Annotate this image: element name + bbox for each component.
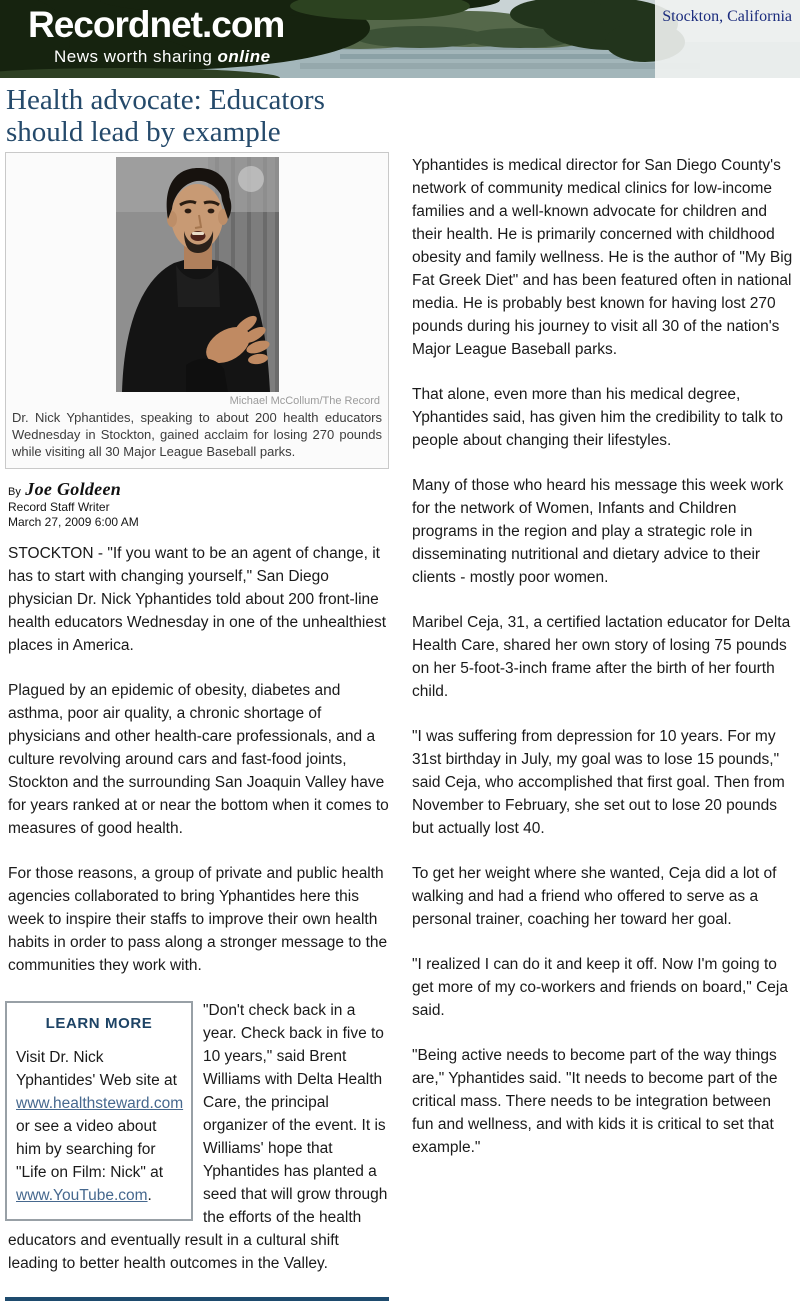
photo-credit: Michael McCollum/The Record bbox=[229, 395, 380, 407]
learn-more-text: or see a video about him by searching for "Life on Film: Nick" at bbox=[16, 1118, 164, 1181]
learn-more-body bbox=[16, 1046, 182, 1207]
paragraph: Yphantides is medical director for San Diego County's network of community medical clinics for low-income families and a well-known advocate for children and their health. He is primarily concerned with childhood obesity and family wellness. He is the author of "My Big Fat Greek Diet" and has been featured often in national media. He is probably best known for having lost 270 pounds during his journey to visit all 30 of the nation's Major League Baseball parks. bbox=[412, 157, 793, 358]
site-banner bbox=[0, 0, 800, 78]
left-column bbox=[8, 152, 392, 1301]
byline bbox=[8, 479, 392, 530]
byline-date: March 27, 2009 6:00 AM bbox=[8, 515, 139, 529]
photo-caption: Dr. Nick Yphantides, speaking to about 200 health educators Wednesday in Stockton, gained acclaim for losing 270 pounds while visiting all 30 Major League Baseball parks. bbox=[12, 410, 382, 459]
footer-divider bbox=[5, 1297, 389, 1301]
paragraph: "I realized I can do it and keep it off. Now I'm going to get more of my co-workers and friends on board," Ceja said. bbox=[412, 956, 788, 1019]
byline-role: Record Staff Writer bbox=[8, 500, 110, 514]
byline-author: Joe Goldeen bbox=[25, 479, 122, 499]
paragraph: "Don't check back in a year. Check back in five to 10 years," said Brent Williams with Delta Health Care, the principal organizer of the event. It is Williams' hope that Yphantides has planted a seed that will grow through the efforts of the health educators and eventually result in a cultural shift leading to better health outcomes in the Valley. bbox=[8, 1002, 388, 1272]
article-photo bbox=[116, 157, 279, 392]
byline-author-line bbox=[8, 479, 392, 500]
article-headline bbox=[6, 84, 792, 148]
learn-more-box bbox=[5, 1001, 193, 1221]
paragraph: "Being active needs to become part of the way things are," Yphantides said. "It needs to become part of the critical mass. There needs to be integration between fun and wellness, and with kids it is critical to set that example." bbox=[412, 1047, 778, 1156]
headline-line-1: Health advocate: Educators bbox=[6, 84, 325, 116]
paragraph: That alone, even more than his medical degree, Yphantides said, has given him the credibility to talk to people about changing their lifestyles. bbox=[412, 386, 784, 449]
byline-by: By bbox=[8, 486, 21, 498]
paragraph: Many of those who heard his message this week work for the network of Women, Infants and Children programs in the region and play a strategic role in disseminating nutritional and dietary advice to their clients - mostly poor women. bbox=[412, 477, 784, 586]
paragraph: To get her weight where she wanted, Ceja did a lot of walking and had a friend who offered to serve as a personal trainer, coaching her toward her goal. bbox=[412, 865, 777, 928]
paragraph: Maribel Ceja, 31, a certified lactation educator for Delta Health Care, shared her own story of losing 75 pounds on her 5-foot-3-inch frame after the birth of her fourth child. bbox=[412, 614, 791, 700]
paragraph: "I was suffering from depression for 10 years. For my 31st birthday in July, my goal was to lose 15 pounds," said Ceja, who accomplished that first goal. Then from November to February, she set out to lose 20 pounds but actually lost 40. bbox=[412, 728, 785, 837]
tagline-online: online bbox=[217, 47, 271, 66]
learn-more-title: LEARN MORE bbox=[45, 1015, 153, 1032]
location-label: Stockton, California bbox=[662, 8, 792, 25]
paragraph: STOCKTON - "If you want to be an agent of change, it has to start with changing yourself," San Diego physician Dr. Nick Yphantides told about 200 front-line health educators Wednesday in one of the unhealthiest places in America. bbox=[8, 545, 387, 654]
tagline-text: News worth sharing bbox=[54, 47, 218, 66]
healthsteward-link[interactable]: www.healthsteward.com bbox=[16, 1095, 184, 1112]
learn-more-text: . bbox=[147, 1187, 152, 1204]
article-body bbox=[0, 152, 800, 1301]
right-column bbox=[412, 152, 795, 1301]
site-logo-title[interactable]: Recordnet.com bbox=[28, 4, 285, 45]
headline-line-2: should lead by example bbox=[6, 116, 281, 148]
paragraph: Plagued by an epidemic of obesity, diabetes and asthma, poor air quality, a chronic shortage of physicians and other health-care professionals, and a culture revolving around cars and fast-food joints, Stockton and the surrounding San Joaquin Valley have for years ranked at or near the bottom when it comes to measures of good health. bbox=[8, 682, 389, 837]
site-tagline bbox=[54, 48, 284, 65]
article-photo-box bbox=[5, 152, 389, 469]
paragraph: For those reasons, a group of private and public health agencies collaborated to bring Yphantides here this week to inspire their staffs to improve their own health habits in order to pass along a stronger message to the communities they work with. bbox=[8, 865, 388, 974]
youtube-link[interactable]: www.YouTube.com bbox=[16, 1187, 148, 1204]
learn-more-text: Visit Dr. Nick Yphantides' Web site at bbox=[16, 1049, 177, 1089]
speaker-portrait-image bbox=[116, 157, 279, 392]
site-logo[interactable] bbox=[28, 6, 284, 65]
